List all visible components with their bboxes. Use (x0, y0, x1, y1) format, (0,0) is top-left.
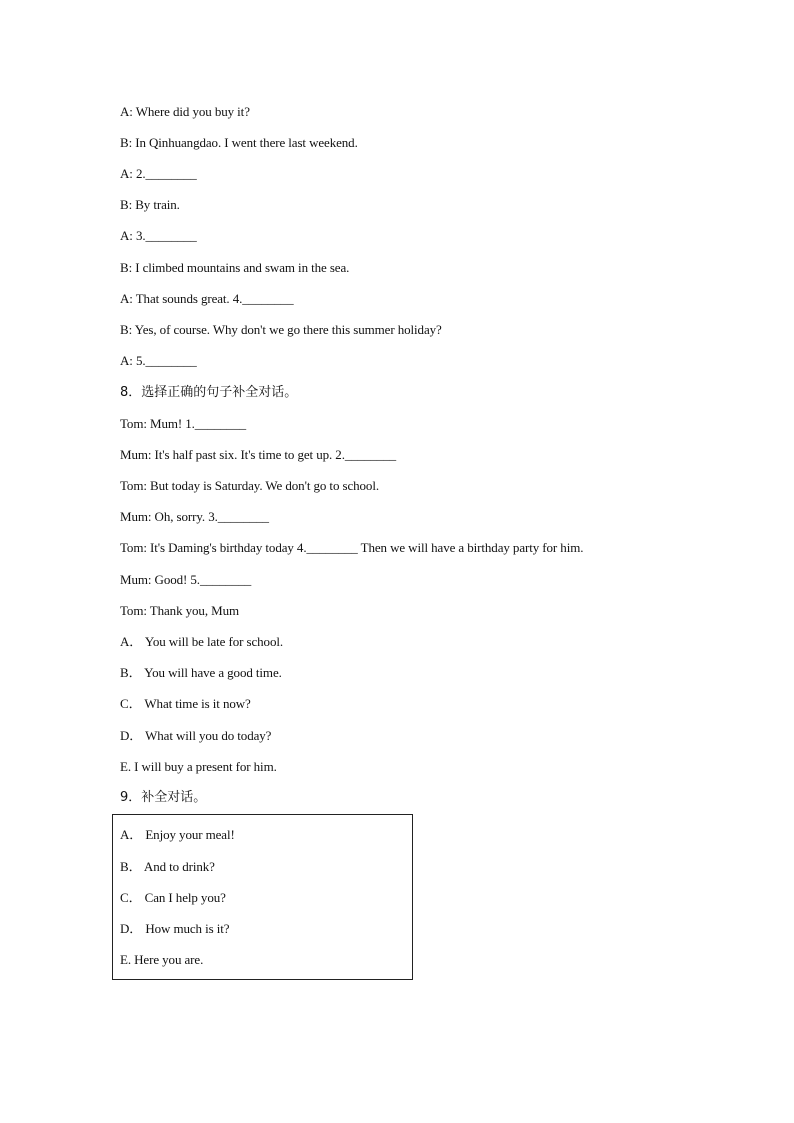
option-item: C． Can I help you? (120, 890, 226, 905)
dialogue-line: Mum: Good! 5.________ (120, 572, 252, 587)
dialogue-line: B: By train. (120, 197, 180, 212)
option-item: A． Enjoy your meal! (120, 827, 235, 842)
dialogue-line: Tom: Mum! 1.________ (120, 416, 247, 431)
dialogue-line: Mum: Oh, sorry. 3.________ (120, 509, 269, 524)
dialogue-line: B: Yes, of course. Why don't we go there this summer holiday? (120, 322, 442, 337)
option-item: D． What will you do today? (120, 728, 272, 743)
question-8-heading: 8．选择正确的句子补全对话。 (120, 385, 298, 400)
dialogue-line: A: 5.________ (120, 353, 197, 368)
dialogue-line: Tom: It's Daming's birthday today 4.________ Then we will have a birthday party for him. (120, 540, 584, 555)
option-item: E. I will buy a present for him. (120, 759, 277, 774)
option-item: B． And to drink? (120, 859, 215, 874)
question-9-heading: 9．补全对话。 (120, 790, 207, 805)
dialogue-line: B: In Qinhuangdao. I went there last weekend. (120, 135, 358, 150)
dialogue-line: A: 3.________ (120, 228, 197, 243)
dialogue-line: Mum: It's half past six. It's time to get up. 2.________ (120, 447, 397, 462)
dialogue-line: Tom: Thank you, Mum (120, 603, 240, 618)
option-item: B． You will have a good time. (120, 665, 282, 680)
option-item: D． How much is it? (120, 921, 230, 936)
option-item: A． You will be late for school. (120, 634, 283, 649)
dialogue-line: B: I climbed mountains and swam in the sea. (120, 260, 350, 275)
option-item: E. Here you are. (120, 952, 204, 967)
dialogue-line: A: 2.________ (120, 166, 197, 181)
dialogue-line: A: Where did you buy it? (120, 104, 250, 119)
option-item: C． What time is it now? (120, 696, 251, 711)
dialogue-line: A: That sounds great. 4.________ (120, 291, 294, 306)
dialogue-line: Tom: But today is Saturday. We don't go to school. (120, 478, 379, 493)
